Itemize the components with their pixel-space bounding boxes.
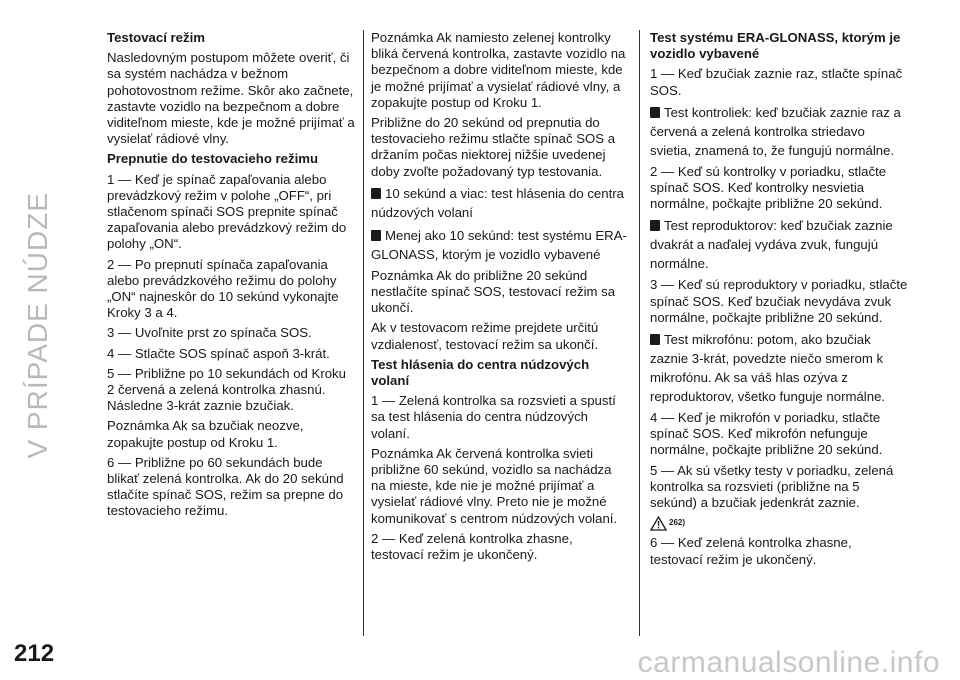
section-heading: Test systému ERA-GLONASS, ktorým je vozidlo vybavené	[650, 30, 901, 62]
section-heading: Prepnutie do testovacieho režimu	[107, 151, 319, 167]
step-2: 2 — Po prepnutí spínača zapaľovania alebo prevádzkového režimu do polohy „ON“ najneskôr do 10 sekúnd vykonajte Kroky 3 a 4.	[107, 256, 339, 321]
warning-reference-number: 262)	[669, 518, 686, 528]
paragraph: Ak v testovacom režime prejdete určitú vzdialenosť, testovací režim sa ukončí.	[371, 320, 599, 352]
column-1	[107, 30, 355, 524]
step-5: 5 — Ak sú všetky testy v poriadku, zelená kontrolka sa rozsvieti (približne na 5 sekúnd) a bzučiak jedenkrát zaznie.	[650, 462, 894, 511]
step-3: 3 — Keď sú reproduktory v poriadku, stlačte spínač SOS. Keď bzučiak nevydáva zvuk normálne, počkajte približne 20 sekúnd.	[650, 277, 908, 325]
warning-triangle-icon	[650, 516, 667, 531]
bullet-square-icon	[371, 230, 381, 241]
step-1: 1 — Zelená kontrolka sa rozsvieti a spustí sa test hlásenia do centra núdzových volaní.	[371, 393, 616, 441]
step-1: 1 — Keď je spínač zapaľovania alebo prevádzkový režim v polohe „OFF“, pri stlačenom spínači SOS prepnite spínač zapaľovania alebo prevádzkový režim do polohy „ON“.	[107, 171, 347, 252]
column-separator	[639, 30, 640, 636]
bullet-text: Test mikrofónu: potom, ako bzučiak zaznie 3-krát, povedzte niečo smerom k mikrofónu. Ak sa váš hlas ozýva z reproduktorov, všetko funguje normálne.	[650, 332, 886, 405]
bullet-square-icon	[650, 334, 660, 345]
step-2: 2 — Keď sú kontrolky v poriadku, stlačte spínač SOS. Keď kontrolky nesvietia normálne, počkajte približne 20 sekúnd.	[650, 163, 887, 212]
bullet-square-icon	[371, 188, 381, 199]
note: Poznámka Ak namiesto zelenej kontrolky bliká červená kontrolka, zastavte vozidlo na bezpečnom a dobre viditeľnom mieste, kde je možné prijímať a vysielať rádiové vlny, a zopakujte postup od Kroku 1.	[371, 30, 626, 110]
section-heading: Testovací režim	[107, 30, 205, 45]
watermark: carmanualsonline.info	[637, 646, 940, 679]
column-3	[650, 30, 908, 572]
section-heading: Test hlásenia do centra núdzových volaní	[371, 356, 590, 389]
note: Poznámka Ak sa bzučiak neozve, zopakujte postup od Kroku 1.	[107, 418, 304, 450]
bullet-item	[371, 184, 627, 222]
chapter-title-text: V PRÍPADE NÚDZE	[22, 191, 53, 459]
step-1: 1 — Keď bzučiak zaznie raz, stlačte spínač SOS.	[650, 66, 903, 98]
note: Poznámka Ak do približne 20 sekúnd nestlačíte spínač SOS, testovací režim sa ukončí.	[371, 267, 616, 316]
bullet-item	[371, 226, 627, 264]
bullet-item	[650, 330, 908, 406]
paragraph: Nasledovným postupom môžete overiť, či sa systém nachádza v bežnom pohotovostnom režime. Skôr ako začnete, zastavte vozidlo na bezpečnom a dobre viditeľnom mieste, kde je možné prijímať a vysielať rádiové vlny.	[107, 50, 355, 147]
bullet-text: Test reproduktorov: keď bzučiak zaznie dvakrát a naďalej vydáva zvuk, fungujú normálne.	[650, 218, 893, 272]
column-separator	[363, 30, 364, 636]
note: Poznámka Ak červená kontrolka svieti približne 60 sekúnd, vozidlo sa nachádza na mieste, kde nie je možné prijímať a vysielať rádiové vlny. Preto nie je možné komunikovať s centrom núdzových volaní.	[371, 445, 618, 526]
step-2: 2 — Keď zelená kontrolka zhasne, testovací režim je ukončený.	[371, 530, 573, 563]
bullet-text: 10 sekúnd a viac: test hlásenia do centra núdzových volaní	[371, 185, 624, 220]
page-number: 212	[14, 640, 55, 667]
column-2	[371, 30, 627, 567]
warning-reference	[650, 515, 908, 531]
step-6: 6 — Keď zelená kontrolka zhasne, testovací režim je ukončený.	[650, 535, 852, 567]
bullet-text: Menej ako 10 sekúnd: test systému ERA-GLONASS, ktorým je vozidlo vybavené	[371, 227, 627, 262]
step-3: 3 — Uvoľnite prst zo spínača SOS.	[107, 325, 312, 341]
bullet-item	[650, 103, 908, 160]
bullet-square-icon	[650, 107, 660, 118]
step-4: 4 — Stlačte SOS spínač aspoň 3-krát.	[107, 345, 330, 361]
bullet-text: Test kontroliek: keď bzučiak zaznie raz a červená a zelená kontrolka striedavo svietia, znamená to, že fungujú normálne.	[650, 104, 901, 158]
step-5: 5 — Približne po 10 sekundách od Kroku 2 červená a zelená kontrolka zhasnú. Následne 3-krát zaznie bzučiak.	[107, 365, 346, 414]
chapter-side-title	[8, 30, 68, 620]
step-4: 4 — Keď je mikrofón v poriadku, stlačte spínač SOS. Keď mikrofón nefunguje normálne, počkajte približne 20 sekúnd.	[650, 410, 883, 458]
paragraph: Približne do 20 sekúnd od prepnutia do testovacieho režimu stlačte spínač SOS a držaním počas niektorej nižšie uvedenej doby zvoľte požadovaný typ testovania.	[371, 115, 616, 179]
step-6: 6 — Približne po 60 sekundách bude blikať zelená kontrolka. Ak do 20 sekúnd stlačíte spínač SOS, režim sa prepne do testovacieho režimu.	[107, 454, 344, 519]
bullet-square-icon	[650, 220, 660, 231]
bullet-item	[650, 216, 908, 273]
